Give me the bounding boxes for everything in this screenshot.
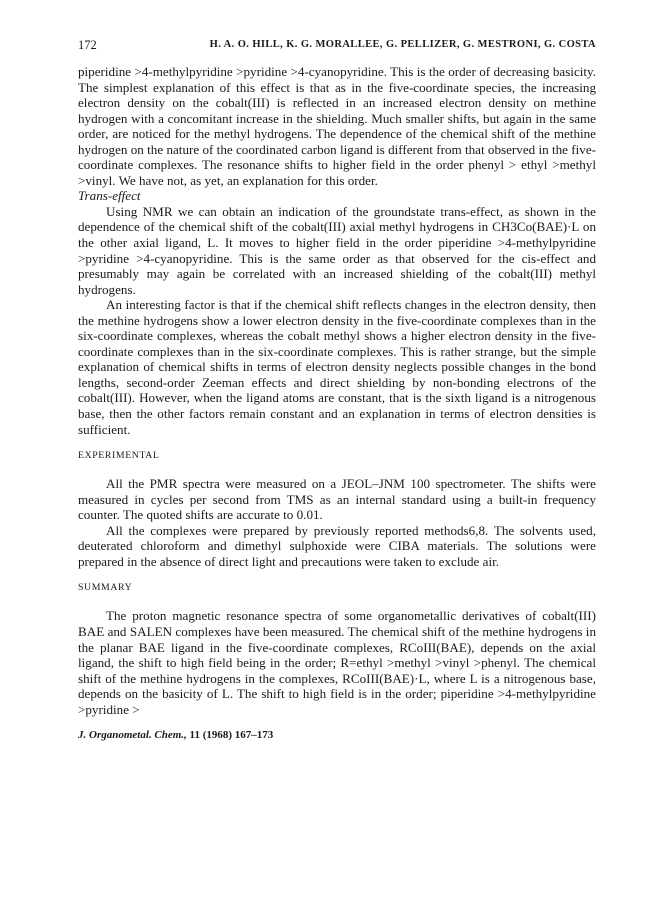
trans-effect-heading: Trans-effect — [78, 188, 141, 204]
journal-footer — [78, 729, 596, 741]
paragraph-spectra: All the PMR spectra were measured on a JEOL–JNM 100 spectrometer. The shifts were measured in cycles per second from TMS as an internal standard using a built-in frequency counter. The quoted shifts are accurate to 0.01. — [78, 476, 596, 523]
running-head: H. A. O. HILL, K. G. MORALLEE, G. PELLIZER, G. MESTRONI, G. COSTA — [209, 39, 596, 50]
paragraph-trans-effect: Using NMR we can obtain an indication of the groundstate trans-effect, as shown in the dependence of the chemical shift of the cobalt(III) axial methyl hydrogens in CH3Co(BAE)·L on the other axial ligand, L. It moves to higher field in the order piperidine >4-methylpyridine >pyridine >4-cyanopyridine. This is the same order as that observed for the cis-effect and presumably may again be correlated with an increased shielding of the cobalt(III) methyl hydrogens. — [78, 203, 596, 297]
summary-heading: SUMMARY — [78, 582, 133, 594]
paragraph-cis-effect: piperidine >4-methylpyridine >pyridine >4-cyanopyridine. This is the order of decreasing basicity. The simplest explanation of this effect is that as in the five-coordinate species, the increasing electron density on the cobalt(III) is reflected in an increased electron density on methine hydrogen with a concomitant increase in the shielding. Much smaller shifts, but again in the same order, are noticed for the methyl hydrogens. The dependence of the chemical shift of the methine hydrogen on the nature of the coordinated carbon ligand is different from that observed in the five-coordinate complexes. The resonance shifts to higher field in the order phenyl > ethyl >methyl >vinyl. We have not, as yet, an explanation for this order. — [78, 64, 596, 188]
paragraph-electron-density: An interesting factor is that if the chemical shift reflects changes in the electron density, then the methine hydrogens show a lower electron density in the five-coordinate complexes than in the six-coordinate complexes, whereas the cobalt methyl shows a higher electron density in the five-coordinate complexes than in the six-coordinate complexes. This is rather strange, but the simple explanation of chemical shifts in terms of electron density neglects possible changes in the bond lengths, second-order Zeeman effects and direct shielding by non-bonding electrons of the cobalt(III). However, when the ligand atoms are constant, that is the sixth ligand is a nitrogenous base, then the other factors remain constant and an explanation in terms of electron densities is sufficient. — [78, 297, 596, 437]
paragraph-preparation: All the complexes were prepared by previously reported methods6,8. The solvents used, deuterated chloroform and dimethyl sulphoxide were CIBA materials. The solutions were prepared in the absence of direct light and precautions were taken to exclude air. — [78, 522, 596, 569]
journal-citation: 11 (1968) 167–173 — [186, 729, 274, 742]
experimental-heading: EXPERIMENTAL — [78, 450, 160, 462]
page-header — [78, 38, 596, 58]
paragraph-summary: The proton magnetic resonance spectra of some organometallic derivatives of cobalt(III) BAE and SALEN complexes have been measured. The chemical shift of the methine hydrogens in the planar BAE ligand in the five-coordinate complexes, RCoIII(BAE), depends on the axial ligand, the shift to high field being in the order; R=ethyl >methyl >vinyl >phenyl. The chemical shift of the methine hydrogens in the complexes, RCoIII(BAE)·L, where L is a nitrogenous base, depends on the basicity of L. The shift to high field is in the order; piperidine >4-methylpyridine >pyridine > — [78, 608, 596, 717]
journal-page — [78, 38, 596, 741]
page-number: 172 — [78, 38, 97, 52]
journal-name: J. Organometal. Chem., — [78, 729, 187, 742]
article-body — [78, 64, 596, 717]
